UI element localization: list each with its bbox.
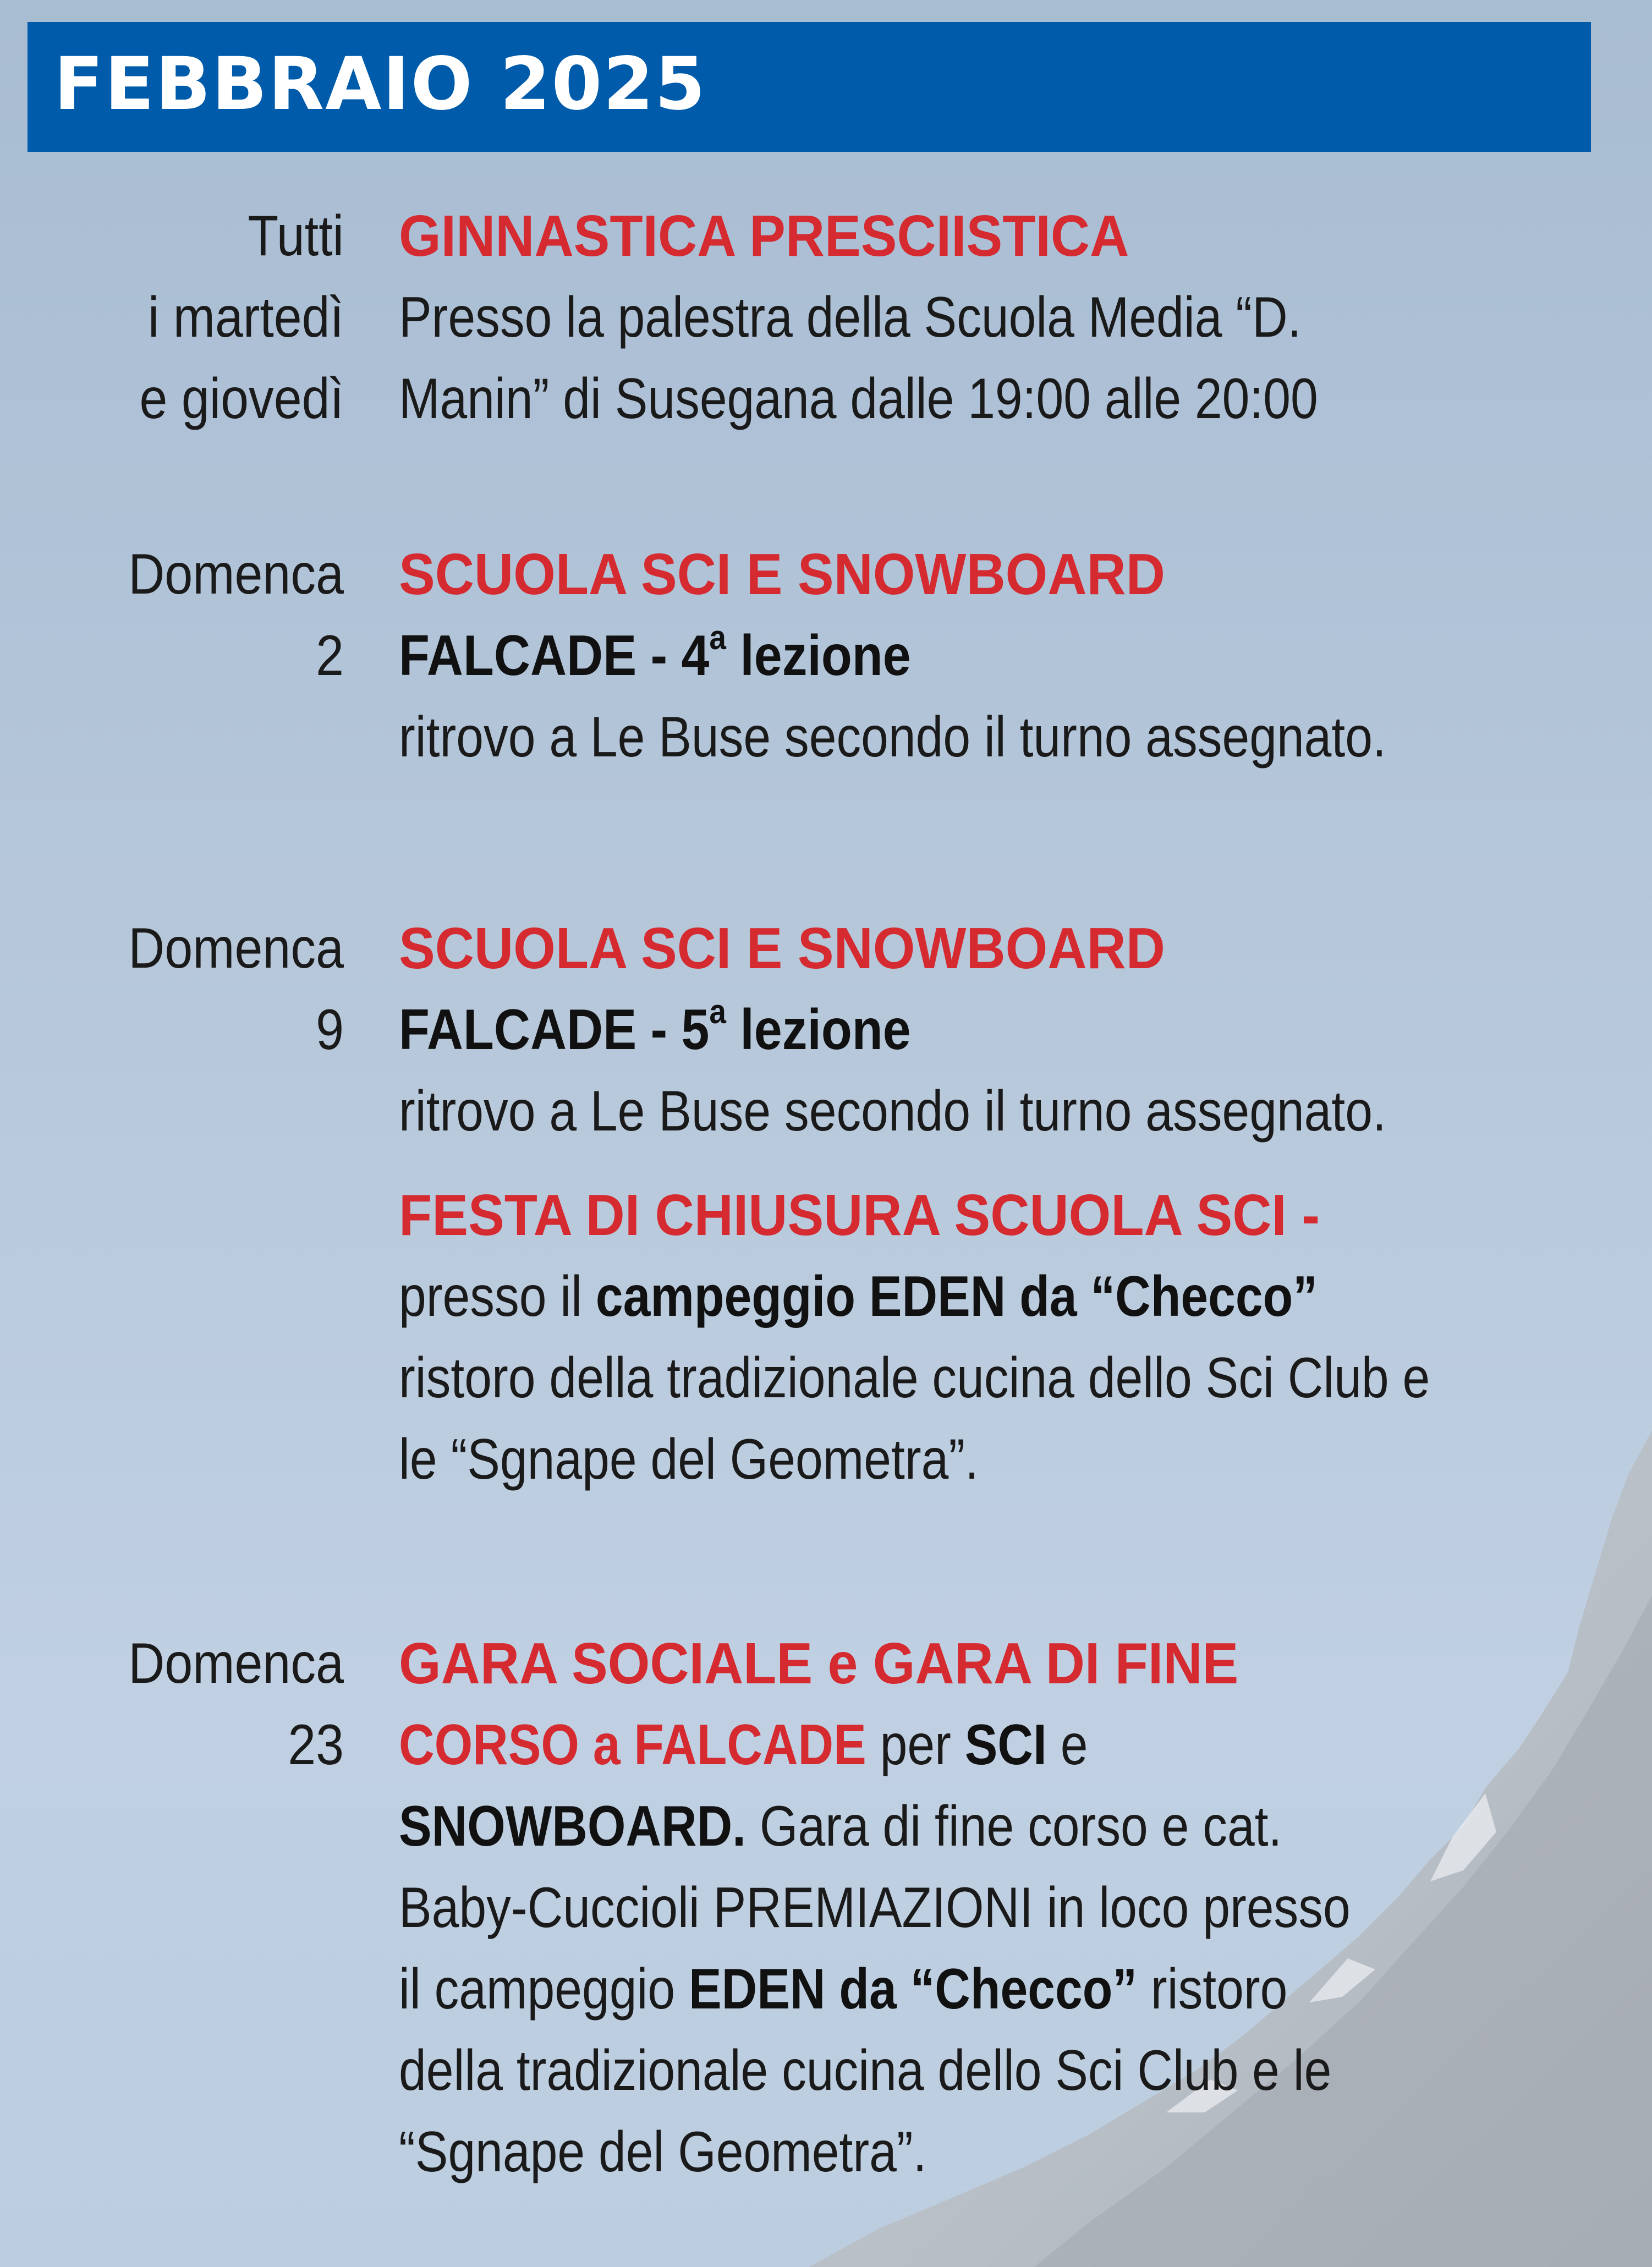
date-line: Domenca — [128, 916, 344, 980]
event-text-line: ritrovo a Le Buse secondo il turno assegnato. — [399, 1079, 1386, 1143]
event-text-line: ristoro della tradizionale cucina dello Sci Club e — [399, 1346, 1430, 1410]
text-segment: Gara di fine corso e cat. — [746, 1794, 1282, 1858]
event-details — [399, 1623, 1642, 2193]
bold-segment: SCI — [964, 1713, 1047, 1777]
event-text-line — [399, 1704, 1468, 1786]
date-line: 23 — [288, 1713, 344, 1777]
date-line: 2 — [316, 624, 344, 688]
event-subtitle — [399, 989, 1493, 1071]
event-text-line: Baby-Cuccioli PREMIAZIONI in loco presso — [399, 1876, 1351, 1940]
event-text-line: della tradizionale cucina dello Sci Club e le — [399, 2039, 1332, 2103]
event-title: SCUOLA SCI E SNOWBOARD — [399, 542, 1165, 607]
event-title: SCUOLA SCI E SNOWBOARD — [399, 916, 1165, 981]
date-line: Domenca — [128, 1632, 344, 1695]
date-line: Tutti — [248, 204, 344, 268]
date-line: 9 — [316, 998, 344, 1062]
event-text-line — [399, 1256, 1468, 1337]
date-line: i martedì — [147, 286, 344, 349]
event-date — [61, 1623, 344, 1786]
event-title: GINNASTICA PRESCIISTICA — [399, 204, 1129, 268]
ordinal-mark: a — [709, 993, 726, 1031]
event-text-line: “Sgnape del Geometra”. — [399, 2120, 927, 2184]
extra-title-text: FESTA DI CHIUSURA SCUOLA SCI — [399, 1183, 1287, 1248]
event-extra-title — [399, 1174, 1555, 1256]
event-date — [61, 908, 344, 1071]
subtitle-text: lezione — [726, 998, 911, 1062]
subtitle-text: lezione — [726, 624, 911, 688]
red-segment: CORSO a FALCADE — [399, 1713, 866, 1777]
bold-segment: EDEN da “Checco” — [688, 1957, 1138, 2021]
month-title: FEBBRAIO 2025 — [54, 42, 707, 127]
extra-title-dash: - — [1286, 1183, 1320, 1248]
event-date — [61, 534, 344, 696]
event-details — [399, 908, 1642, 1152]
text-segment: il campeggio — [399, 1957, 689, 2021]
text-segment: presso il — [399, 1265, 596, 1329]
event-text-line — [399, 1948, 1468, 2030]
date-line: e giovedì — [139, 367, 344, 431]
text-segment: e — [1046, 1713, 1088, 1777]
date-line: Domenca — [128, 542, 344, 606]
event-details — [399, 195, 1642, 440]
event-text-line: le “Sgnape del Geometra”. — [399, 1428, 979, 1491]
text-segment: per — [866, 1713, 965, 1777]
subtitle-text: FALCADE - 5 — [399, 998, 710, 1062]
event-details — [399, 534, 1642, 778]
text-segment: ristoro — [1137, 1957, 1288, 2021]
event-date — [61, 195, 344, 440]
event-text-line: ritrovo a Le Buse secondo il turno assegnato. — [399, 705, 1386, 769]
event-subtitle — [399, 615, 1493, 696]
subtitle-text: FALCADE - 4 — [399, 624, 710, 688]
event-text-line: Manin” di Susegana dalle 19:00 alle 20:00 — [399, 367, 1318, 431]
event-extra-details — [399, 1174, 1642, 1500]
bold-segment: SNOWBOARD. — [399, 1794, 747, 1858]
event-title: GARA SOCIALE e GARA DI FINE — [399, 1631, 1239, 1696]
event-text-line — [399, 1786, 1468, 1867]
event-text-line: Presso la palestra della Scuola Media “D. — [399, 286, 1302, 349]
header-bar — [28, 22, 1591, 152]
bold-segment: campeggio EDEN da “Checco” — [595, 1265, 1318, 1329]
ordinal-mark: a — [709, 619, 726, 657]
